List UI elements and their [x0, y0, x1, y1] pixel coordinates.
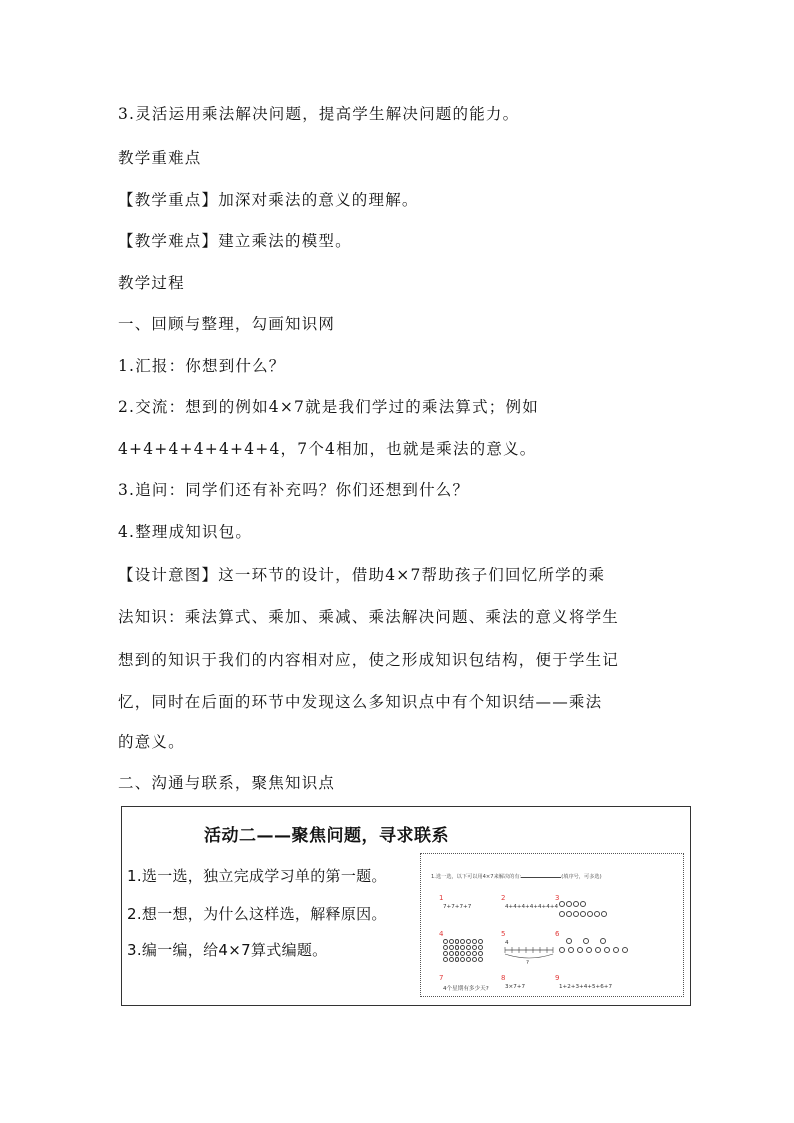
section-heading-key-points: 教学重难点	[118, 149, 202, 167]
item-number-4: 4	[439, 930, 444, 938]
activity-step-2: 2.想一想，为什么这样选，解释原因。	[127, 905, 387, 923]
activity-box	[121, 806, 691, 1006]
teaching-difficulty: 【教学难点】建立乘法的模型。	[118, 232, 352, 250]
section-heading-process: 教学过程	[118, 274, 185, 292]
item-expression-7: 4个星期有多少天?	[443, 986, 489, 992]
worksheet-instruction	[431, 873, 602, 880]
item-5-segment-label: 4	[505, 940, 509, 946]
step-1-report: 1.汇报：你想到什么？	[118, 357, 286, 375]
item-number-8: 8	[501, 974, 506, 982]
item-3-circles-row-1	[559, 901, 586, 907]
item-3-circles-row-2	[559, 911, 607, 917]
worksheet-hint: (填序号，可多选)	[561, 874, 602, 880]
design-intent-4: 忆，同时在后面的环节中发现这么多知识点中有个知识结——乘法	[118, 693, 603, 711]
step-3-ask: 3.追问：同学们还有补充吗？你们还想到什么？	[118, 481, 470, 499]
item-6-circles-bottom	[559, 947, 628, 953]
item-5-question-mark: ?	[526, 960, 529, 966]
teaching-focus: 【教学重点】加深对乘法的意义的理解。	[118, 191, 419, 209]
step-two-heading: 二、沟通与联系，聚焦知识点	[118, 774, 336, 792]
item-number-1: 1	[439, 894, 444, 902]
item-4-circles-row-4	[443, 957, 483, 962]
item-number-5: 5	[501, 930, 506, 938]
step-4-organize: 4.整理成知识包。	[118, 523, 253, 541]
worksheet-question: 1.选一选，以下可以用4×7来解决的有:	[431, 874, 522, 880]
design-intent-2: 法知识：乘法算式、乘加、乘减、乘法解决问题、乘法的意义将学生	[118, 608, 620, 626]
item-expression-8: 3×7+7	[505, 984, 526, 990]
design-intent-3: 想到的知识于我们的内容相对应，使之形成知识包结构，便于学生记	[118, 651, 620, 669]
item-expression-2: 4+4+4+4+4+4+4	[505, 904, 559, 910]
step-one-heading: 一、回顾与整理，勾画知识网	[118, 315, 336, 333]
design-intent-1: 【设计意图】这一环节的设计，借助4×7帮助孩子们回忆所学的乘	[118, 566, 606, 584]
item-number-7: 7	[439, 974, 444, 982]
objective-3: 3.灵活运用乘法解决问题，提高学生解决问题的能力。	[118, 105, 520, 123]
answer-blank	[521, 877, 561, 878]
item-4-circles-row-1	[443, 939, 483, 944]
step-2-exchange: 2.交流：想到的例如4×7就是我们学过的乘法算式；例如	[118, 398, 539, 416]
item-number-6: 6	[555, 930, 560, 938]
activity-step-3: 3.编一编，给4×7算式编题。	[127, 941, 328, 959]
worksheet-image	[420, 853, 684, 997]
item-5-line-diagram	[503, 942, 555, 964]
item-number-9: 9	[555, 974, 560, 982]
item-expression-1: 7+7+7+7	[443, 904, 472, 910]
activity-title: 活动二——聚焦问题，寻求联系	[204, 826, 449, 846]
item-number-2: 2	[501, 894, 506, 902]
step-2-exchange-cont: 4+4+4+4+4+4+4，7个4相加，也就是乘法的意义。	[118, 440, 537, 458]
item-4-circles-row-2	[443, 945, 483, 950]
item-expression-9: 1+2+3+4+5+6+7	[559, 984, 613, 990]
activity-step-1: 1.选一选，独立完成学习单的第一题。	[127, 867, 387, 885]
item-4-circles-row-3	[443, 951, 483, 956]
design-intent-5: 的意义。	[118, 733, 185, 751]
item-6-circles-top	[566, 938, 606, 944]
item-number-3: 3	[555, 894, 560, 902]
